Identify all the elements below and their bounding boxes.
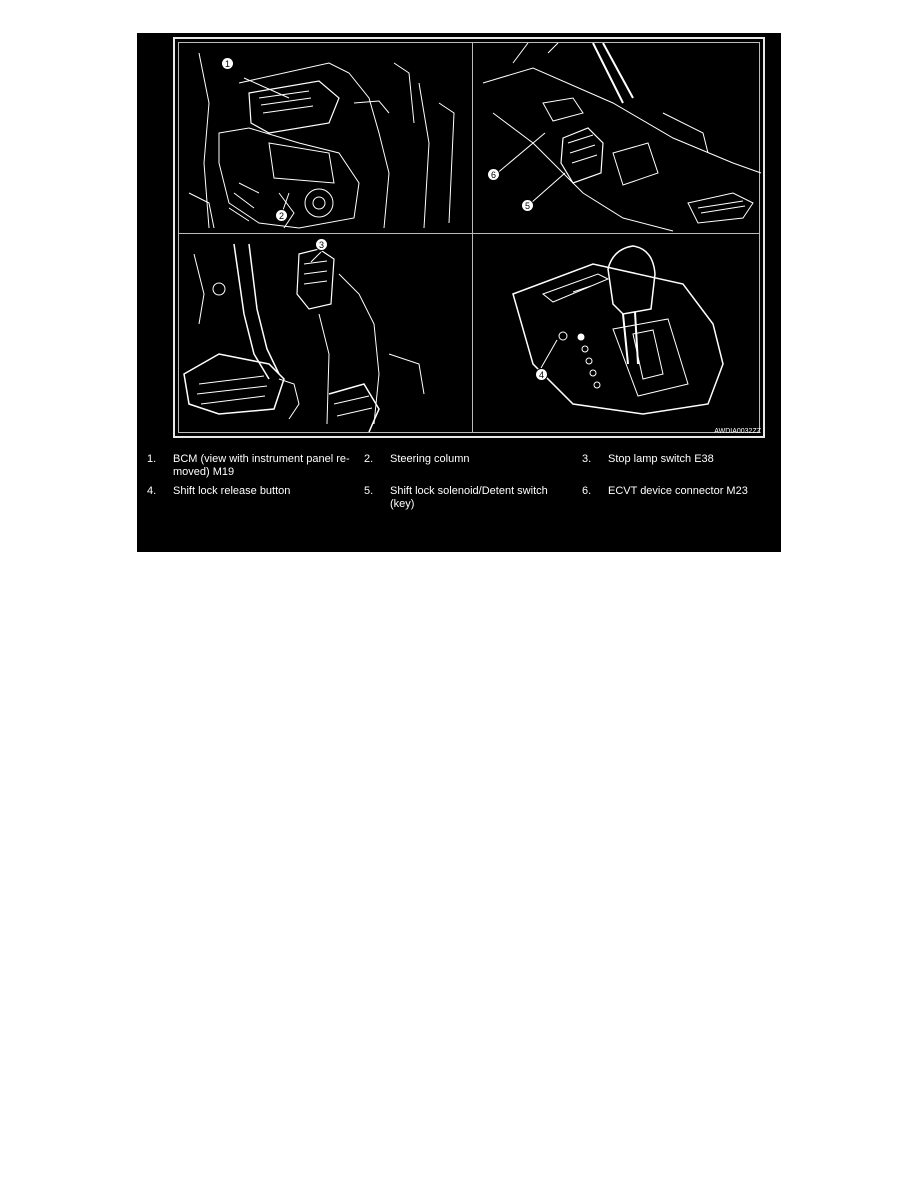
illustration-grid — [178, 42, 760, 433]
component-location-figure — [137, 33, 781, 552]
illustration-shift-lock-release — [473, 234, 763, 432]
figure-code: AWDIA0032ZZ — [714, 428, 761, 435]
legend-number: 2. — [364, 453, 374, 465]
legend-label: Shift lock release button — [173, 485, 291, 497]
callout-4: 4 — [535, 368, 548, 381]
callout-2: 2 — [275, 209, 288, 222]
callout-5: 5 — [521, 199, 534, 212]
legend-number: 1. — [147, 453, 157, 465]
legend-label: Stop lamp switch E38 — [608, 453, 714, 465]
legend-label: BCM (view with instrument panel re- moved) M19 — [173, 453, 350, 478]
legend-label: Steering column — [390, 453, 470, 465]
legend-number: 4. — [147, 485, 157, 497]
callout-1: 1 — [221, 57, 234, 70]
legend-number: 3. — [582, 453, 592, 465]
legend-label: ECVT device connector M23 — [608, 485, 748, 497]
callout-3: 3 — [315, 238, 328, 251]
legend-number: 5. — [364, 485, 374, 497]
legend-number: 6. — [582, 485, 592, 497]
illustration-bcm-steering-column — [179, 43, 472, 233]
illustration-center-console — [473, 43, 763, 233]
legend-label: Shift lock solenoid/Detent switch (key) — [390, 485, 548, 510]
illustration-stop-lamp-switch — [179, 234, 472, 432]
callout-6: 6 — [487, 168, 500, 181]
illustration-frame — [173, 37, 765, 438]
